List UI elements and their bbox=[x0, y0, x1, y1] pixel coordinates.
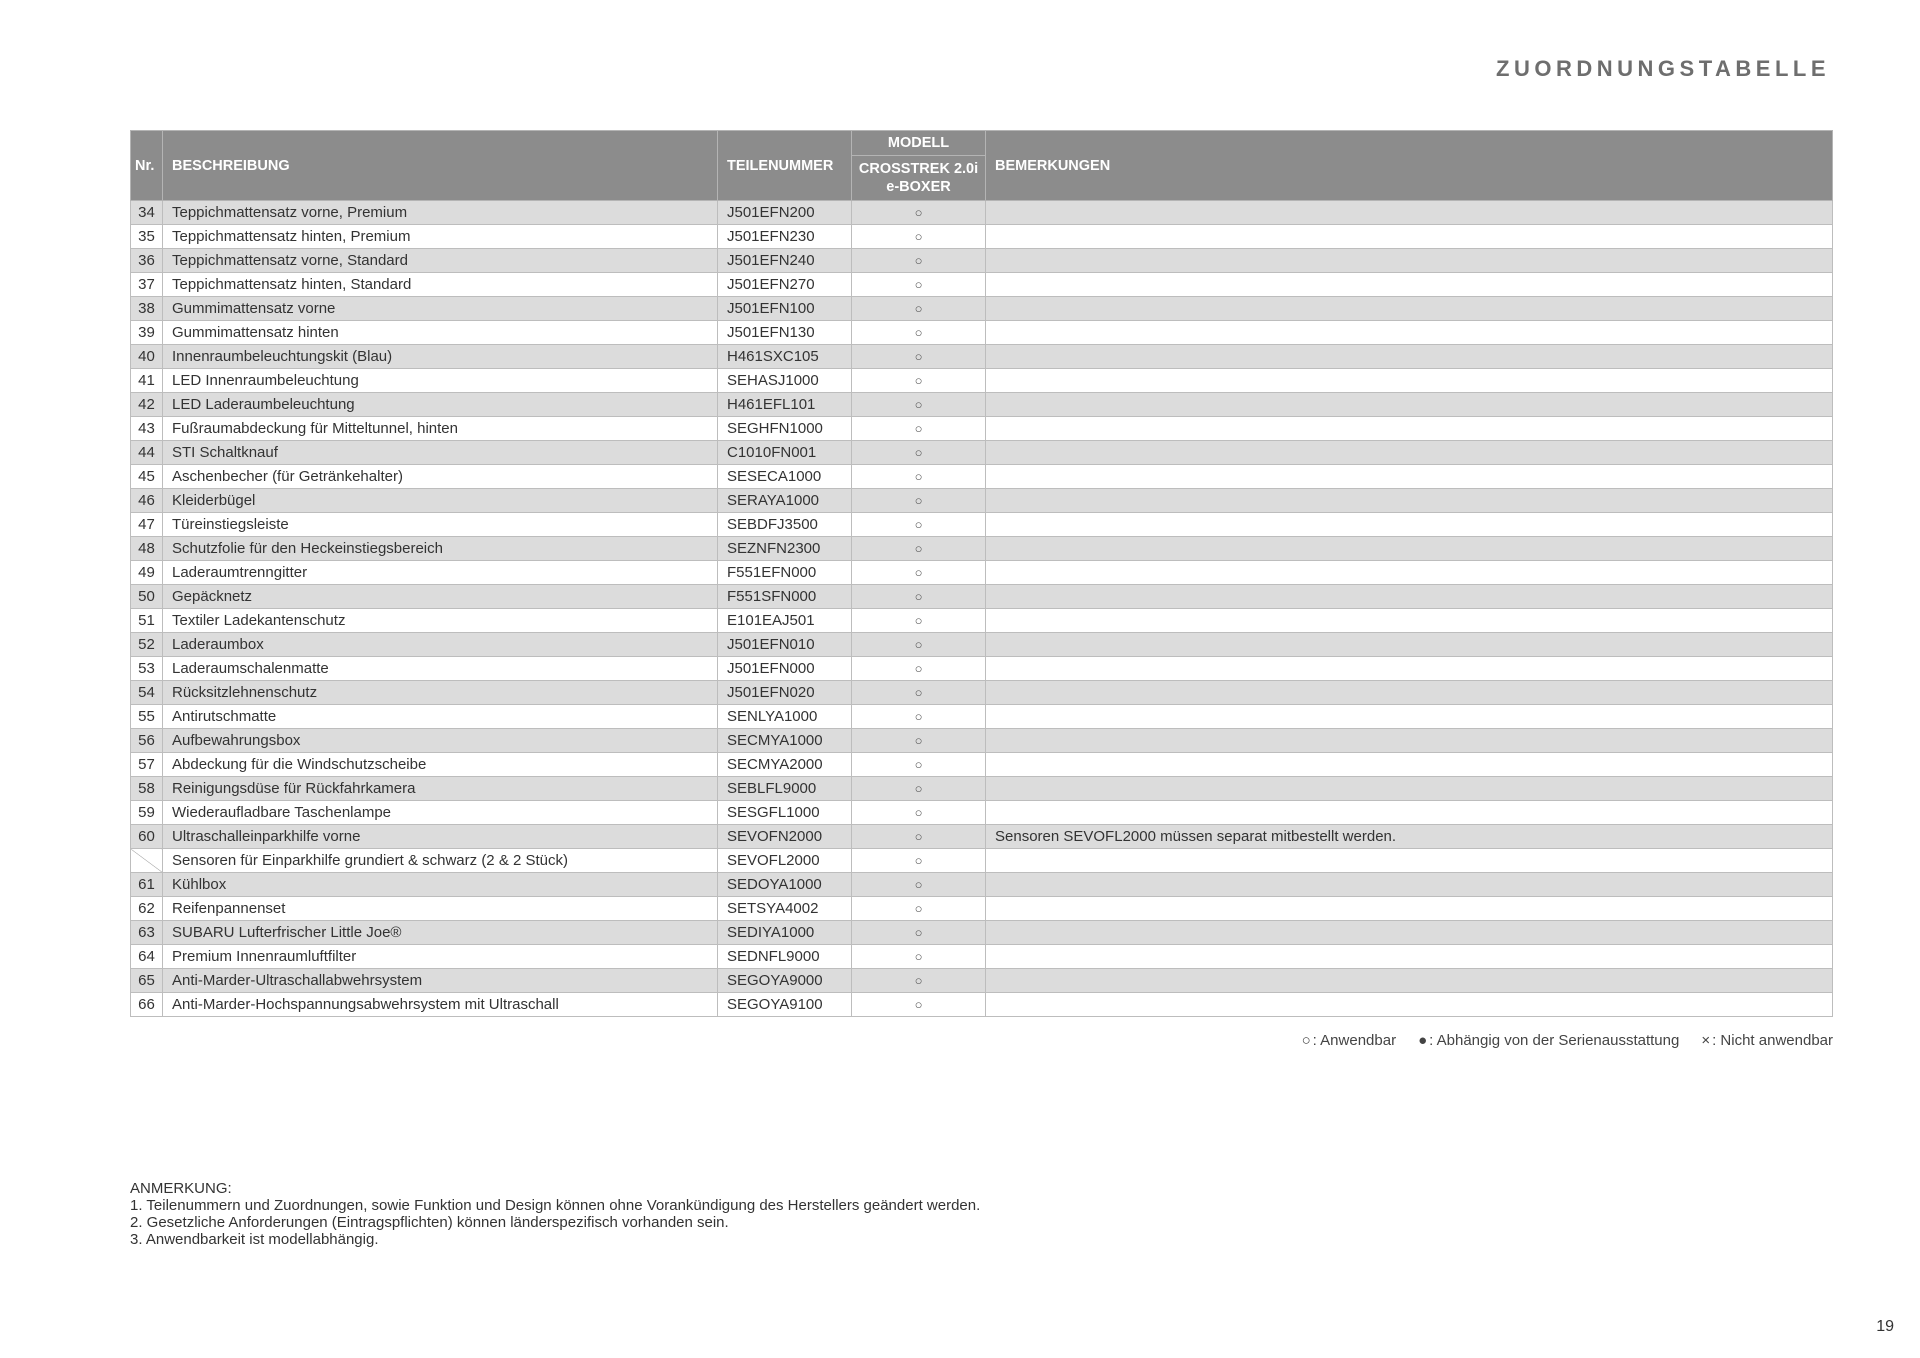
cell-nr: 50 bbox=[131, 585, 163, 609]
cell-nr: 44 bbox=[131, 441, 163, 465]
cell-nr: 35 bbox=[131, 225, 163, 249]
cell-applicability: ○ bbox=[852, 585, 986, 609]
cell-description: Anti-Marder-Hochspannungsabwehrsystem mit Ultraschall bbox=[163, 993, 718, 1017]
cell-nr: 56 bbox=[131, 729, 163, 753]
cell-remark bbox=[986, 393, 1833, 417]
cell-remark bbox=[986, 729, 1833, 753]
table-row bbox=[131, 921, 1833, 945]
table-row bbox=[131, 825, 1833, 849]
column-header-model-variant bbox=[852, 156, 986, 201]
cell-description: Antirutschmatte bbox=[163, 705, 718, 729]
cell-nr: 48 bbox=[131, 537, 163, 561]
cell-remark bbox=[986, 249, 1833, 273]
cell-part-number: J501EFN200 bbox=[718, 201, 852, 225]
cell-description: Laderaumtrenngitter bbox=[163, 561, 718, 585]
table-row bbox=[131, 945, 1833, 969]
cell-remark bbox=[986, 753, 1833, 777]
cell-part-number: SESECA1000 bbox=[718, 465, 852, 489]
legend bbox=[1302, 1032, 1833, 1049]
cell-description: Aschenbecher (für Getränkehalter) bbox=[163, 465, 718, 489]
cell-applicability: ○ bbox=[852, 897, 986, 921]
cell-description: Gummimattensatz vorne bbox=[163, 297, 718, 321]
cell-nr: 42 bbox=[131, 393, 163, 417]
table-row bbox=[131, 369, 1833, 393]
table-row bbox=[131, 225, 1833, 249]
cell-remark bbox=[986, 585, 1833, 609]
cell-nr: 53 bbox=[131, 657, 163, 681]
table-row bbox=[131, 201, 1833, 225]
cell-nr: 61 bbox=[131, 873, 163, 897]
cell-remark bbox=[986, 201, 1833, 225]
model-variant-line1: CROSSTREK 2.0i bbox=[858, 161, 979, 177]
cell-applicability: ○ bbox=[852, 729, 986, 753]
cell-nr: 39 bbox=[131, 321, 163, 345]
cell-description: Sensoren für Einparkhilfe grundiert & schwarz (2 & 2 Stück) bbox=[163, 849, 718, 873]
cell-part-number: J501EFN240 bbox=[718, 249, 852, 273]
cell-applicability: ○ bbox=[852, 441, 986, 465]
cell-applicability: ○ bbox=[852, 849, 986, 873]
cell-part-number: H461SXC105 bbox=[718, 345, 852, 369]
cell-remark bbox=[986, 489, 1833, 513]
cell-nr: 37 bbox=[131, 273, 163, 297]
cell-remark bbox=[986, 441, 1833, 465]
cell-description: Aufbewahrungsbox bbox=[163, 729, 718, 753]
cell-nr: 55 bbox=[131, 705, 163, 729]
cell-part-number: SEBDFJ3500 bbox=[718, 513, 852, 537]
cell-nr: 66 bbox=[131, 993, 163, 1017]
cell-description: Gummimattensatz hinten bbox=[163, 321, 718, 345]
cell-remark bbox=[986, 921, 1833, 945]
cell-remark bbox=[986, 345, 1833, 369]
table-row bbox=[131, 321, 1833, 345]
cell-description: Gepäcknetz bbox=[163, 585, 718, 609]
cell-nr: 58 bbox=[131, 777, 163, 801]
cell-remark bbox=[986, 873, 1833, 897]
cell-description: Laderaumschalenmatte bbox=[163, 657, 718, 681]
model-variant-line2: e-BOXER bbox=[886, 179, 951, 195]
cell-part-number: E101EAJ501 bbox=[718, 609, 852, 633]
cell-applicability: ○ bbox=[852, 633, 986, 657]
cell-nr: 34 bbox=[131, 201, 163, 225]
cell-description: Kleiderbügel bbox=[163, 489, 718, 513]
cell-part-number: SEDIYA1000 bbox=[718, 921, 852, 945]
cell-description: Ultraschalleinparkhilfe vorne bbox=[163, 825, 718, 849]
cell-description: Teppichmattensatz vorne, Premium bbox=[163, 201, 718, 225]
cell-nr: 62 bbox=[131, 897, 163, 921]
table-row bbox=[131, 969, 1833, 993]
cell-description: Anti-Marder-Ultraschallabwehrsystem bbox=[163, 969, 718, 993]
cell-applicability: ○ bbox=[852, 753, 986, 777]
cell-nr: 64 bbox=[131, 945, 163, 969]
cell-description: Reifenpannenset bbox=[163, 897, 718, 921]
cell-description: SUBARU Lufterfrischer Little Joe® bbox=[163, 921, 718, 945]
cell-applicability: ○ bbox=[852, 777, 986, 801]
cell-applicability: ○ bbox=[852, 489, 986, 513]
cell-part-number: J501EFN100 bbox=[718, 297, 852, 321]
table-row bbox=[131, 705, 1833, 729]
cell-nr: 45 bbox=[131, 465, 163, 489]
cell-remark bbox=[986, 801, 1833, 825]
cell-part-number: SEVOFN2000 bbox=[718, 825, 852, 849]
cell-nr: 36 bbox=[131, 249, 163, 273]
cell-part-number: SEVOFL2000 bbox=[718, 849, 852, 873]
cell-applicability: ○ bbox=[852, 825, 986, 849]
table-row bbox=[131, 801, 1833, 825]
page-title: ZUORDNUNGSTABELLE bbox=[1496, 56, 1830, 81]
cell-part-number: SEDNFL9000 bbox=[718, 945, 852, 969]
cell-description: LED Laderaumbeleuchtung bbox=[163, 393, 718, 417]
table-row bbox=[131, 465, 1833, 489]
cell-nr: 40 bbox=[131, 345, 163, 369]
cell-nr: 54 bbox=[131, 681, 163, 705]
cell-description: Teppichmattensatz vorne, Standard bbox=[163, 249, 718, 273]
table-row bbox=[131, 993, 1833, 1017]
cell-part-number: SENLYA1000 bbox=[718, 705, 852, 729]
table-row bbox=[131, 417, 1833, 441]
cell-description: Rücksitzlehnenschutz bbox=[163, 681, 718, 705]
cell-applicability: ○ bbox=[852, 657, 986, 681]
cell-applicability: ○ bbox=[852, 369, 986, 393]
table-row bbox=[131, 297, 1833, 321]
parts-table bbox=[130, 130, 1833, 1017]
cell-applicability: ○ bbox=[852, 561, 986, 585]
cell-applicability: ○ bbox=[852, 417, 986, 441]
cell-description: Türeinstiegsleiste bbox=[163, 513, 718, 537]
cell-remark bbox=[986, 969, 1833, 993]
cell-part-number: J501EFN010 bbox=[718, 633, 852, 657]
cell-part-number: SEGHFN1000 bbox=[718, 417, 852, 441]
cell-remark bbox=[986, 537, 1833, 561]
cell-applicability: ○ bbox=[852, 705, 986, 729]
cell-remark bbox=[986, 777, 1833, 801]
column-header-remarks: BEMERKUNGEN bbox=[986, 131, 1833, 201]
column-header-part-number: TEILENUMMER bbox=[718, 131, 852, 201]
cell-remark bbox=[986, 945, 1833, 969]
cell-description: Teppichmattensatz hinten, Premium bbox=[163, 225, 718, 249]
table-row bbox=[131, 897, 1833, 921]
legend-dependent-text: : Abhängig von der Serienausstattung bbox=[1429, 1032, 1680, 1049]
cell-nr: 41 bbox=[131, 369, 163, 393]
cell-description: STI Schaltknauf bbox=[163, 441, 718, 465]
column-header-model: MODELL bbox=[852, 131, 986, 156]
table-row bbox=[131, 609, 1833, 633]
cell-remark: Sensoren SEVOFL2000 müssen separat mitbestellt werden. bbox=[986, 825, 1833, 849]
cell-remark bbox=[986, 225, 1833, 249]
cell-remark bbox=[986, 465, 1833, 489]
table-row bbox=[131, 777, 1833, 801]
cell-nr: 47 bbox=[131, 513, 163, 537]
table-row bbox=[131, 345, 1833, 369]
cross-icon: × bbox=[1701, 1032, 1711, 1049]
cell-applicability: ○ bbox=[852, 921, 986, 945]
cell-part-number: J501EFN130 bbox=[718, 321, 852, 345]
cell-part-number: SEGOYA9100 bbox=[718, 993, 852, 1017]
cell-description: Innenraumbeleuchtungskit (Blau) bbox=[163, 345, 718, 369]
column-header-nr: Nr. bbox=[131, 131, 163, 201]
cell-remark bbox=[986, 417, 1833, 441]
cell-part-number: SETSYA4002 bbox=[718, 897, 852, 921]
table-row bbox=[131, 873, 1833, 897]
table-row bbox=[131, 753, 1833, 777]
cell-nr: 65 bbox=[131, 969, 163, 993]
open-circle-icon: ○ bbox=[1301, 1032, 1311, 1049]
cell-remark bbox=[986, 297, 1833, 321]
cell-applicability: ○ bbox=[852, 801, 986, 825]
cell-part-number: F551EFN000 bbox=[718, 561, 852, 585]
cell-part-number: J501EFN020 bbox=[718, 681, 852, 705]
cell-remark bbox=[986, 369, 1833, 393]
cell-nr bbox=[131, 849, 163, 873]
table-row bbox=[131, 633, 1833, 657]
table-body bbox=[131, 201, 1833, 1017]
legend-applicable-text: : Anwendbar bbox=[1312, 1032, 1397, 1049]
cell-remark bbox=[986, 705, 1833, 729]
table-row bbox=[131, 537, 1833, 561]
cell-applicability: ○ bbox=[852, 945, 986, 969]
table-row bbox=[131, 393, 1833, 417]
cell-remark bbox=[986, 657, 1833, 681]
cell-remark bbox=[986, 321, 1833, 345]
cell-nr: 43 bbox=[131, 417, 163, 441]
cell-remark bbox=[986, 561, 1833, 585]
cell-applicability: ○ bbox=[852, 393, 986, 417]
cell-description: Textiler Ladekantenschutz bbox=[163, 609, 718, 633]
cell-applicability: ○ bbox=[852, 513, 986, 537]
cell-applicability: ○ bbox=[852, 993, 986, 1017]
note-item: 3. Anwendbarkeit ist modellabhängig. bbox=[130, 1231, 379, 1248]
cell-applicability: ○ bbox=[852, 969, 986, 993]
cell-applicability: ○ bbox=[852, 201, 986, 225]
cell-nr: 51 bbox=[131, 609, 163, 633]
cell-applicability: ○ bbox=[852, 249, 986, 273]
cell-part-number: SECMYA2000 bbox=[718, 753, 852, 777]
cell-description: Reinigungsdüse für Rückfahrkamera bbox=[163, 777, 718, 801]
legend-applicable bbox=[1302, 1032, 1396, 1049]
cell-part-number: SEGOYA9000 bbox=[718, 969, 852, 993]
cell-remark bbox=[986, 273, 1833, 297]
cell-description: Kühlbox bbox=[163, 873, 718, 897]
note-item: 1. Teilenummern und Zuordnungen, sowie Funktion und Design können ohne Vorankündigung des Herstellers geändert werden. bbox=[130, 1197, 981, 1214]
cell-applicability: ○ bbox=[852, 273, 986, 297]
cell-applicability: ○ bbox=[852, 225, 986, 249]
table-row bbox=[131, 681, 1833, 705]
cell-description: Fußraumabdeckung für Mitteltunnel, hinten bbox=[163, 417, 718, 441]
legend-not-applicable-text: : Nicht anwendbar bbox=[1712, 1032, 1833, 1049]
cell-applicability: ○ bbox=[852, 465, 986, 489]
cell-description: Teppichmattensatz hinten, Standard bbox=[163, 273, 718, 297]
column-header-description: BESCHREIBUNG bbox=[163, 131, 718, 201]
cell-remark bbox=[986, 681, 1833, 705]
cell-part-number: SERAYA1000 bbox=[718, 489, 852, 513]
cell-description: Laderaumbox bbox=[163, 633, 718, 657]
cell-nr: 52 bbox=[131, 633, 163, 657]
legend-not-applicable bbox=[1701, 1032, 1833, 1049]
cell-part-number: SEDOYA1000 bbox=[718, 873, 852, 897]
cell-nr: 38 bbox=[131, 297, 163, 321]
cell-part-number: SEZNFN2300 bbox=[718, 537, 852, 561]
cell-applicability: ○ bbox=[852, 297, 986, 321]
cell-remark bbox=[986, 513, 1833, 537]
cell-remark bbox=[986, 849, 1833, 873]
table-row bbox=[131, 489, 1833, 513]
cell-remark bbox=[986, 633, 1833, 657]
cell-part-number: C1010FN001 bbox=[718, 441, 852, 465]
notes-heading: ANMERKUNG: bbox=[130, 1180, 232, 1197]
table-row bbox=[131, 585, 1833, 609]
cell-nr: 63 bbox=[131, 921, 163, 945]
cell-part-number: SESGFL1000 bbox=[718, 801, 852, 825]
cell-applicability: ○ bbox=[852, 345, 986, 369]
table-row bbox=[131, 441, 1833, 465]
cell-description: Wiederaufladbare Taschenlampe bbox=[163, 801, 718, 825]
table-row bbox=[131, 849, 1833, 873]
table-row bbox=[131, 249, 1833, 273]
cell-nr: 59 bbox=[131, 801, 163, 825]
notes bbox=[130, 1180, 980, 1248]
cell-description: Schutzfolie für den Heckeinstiegsbereich bbox=[163, 537, 718, 561]
cell-nr: 49 bbox=[131, 561, 163, 585]
cell-description: Abdeckung für die Windschutzscheibe bbox=[163, 753, 718, 777]
cell-nr: 46 bbox=[131, 489, 163, 513]
cell-part-number: J501EFN000 bbox=[718, 657, 852, 681]
cell-nr: 60 bbox=[131, 825, 163, 849]
cell-remark bbox=[986, 609, 1833, 633]
cell-part-number: SECMYA1000 bbox=[718, 729, 852, 753]
cell-part-number: SEHASJ1000 bbox=[718, 369, 852, 393]
cell-part-number: SEBLFL9000 bbox=[718, 777, 852, 801]
filled-circle-icon: ● bbox=[1418, 1032, 1428, 1049]
legend-dependent bbox=[1418, 1032, 1679, 1049]
table-row bbox=[131, 657, 1833, 681]
table-row bbox=[131, 513, 1833, 537]
cell-part-number: F551SFN000 bbox=[718, 585, 852, 609]
table-row bbox=[131, 729, 1833, 753]
cell-part-number: J501EFN230 bbox=[718, 225, 852, 249]
cell-applicability: ○ bbox=[852, 873, 986, 897]
cell-applicability: ○ bbox=[852, 321, 986, 345]
table-row bbox=[131, 561, 1833, 585]
cell-applicability: ○ bbox=[852, 681, 986, 705]
cell-remark bbox=[986, 993, 1833, 1017]
cell-applicability: ○ bbox=[852, 537, 986, 561]
cell-part-number: H461EFL101 bbox=[718, 393, 852, 417]
page-number: 19 bbox=[1876, 1318, 1894, 1335]
cell-remark bbox=[986, 897, 1833, 921]
cell-description: LED Innenraumbeleuchtung bbox=[163, 369, 718, 393]
cell-applicability: ○ bbox=[852, 609, 986, 633]
cell-nr: 57 bbox=[131, 753, 163, 777]
note-item: 2. Gesetzliche Anforderungen (Eintragspflichten) können länderspezifisch vorhanden sein. bbox=[130, 1214, 729, 1231]
table-row bbox=[131, 273, 1833, 297]
cell-part-number: J501EFN270 bbox=[718, 273, 852, 297]
cell-description: Premium Innenraumluftfilter bbox=[163, 945, 718, 969]
